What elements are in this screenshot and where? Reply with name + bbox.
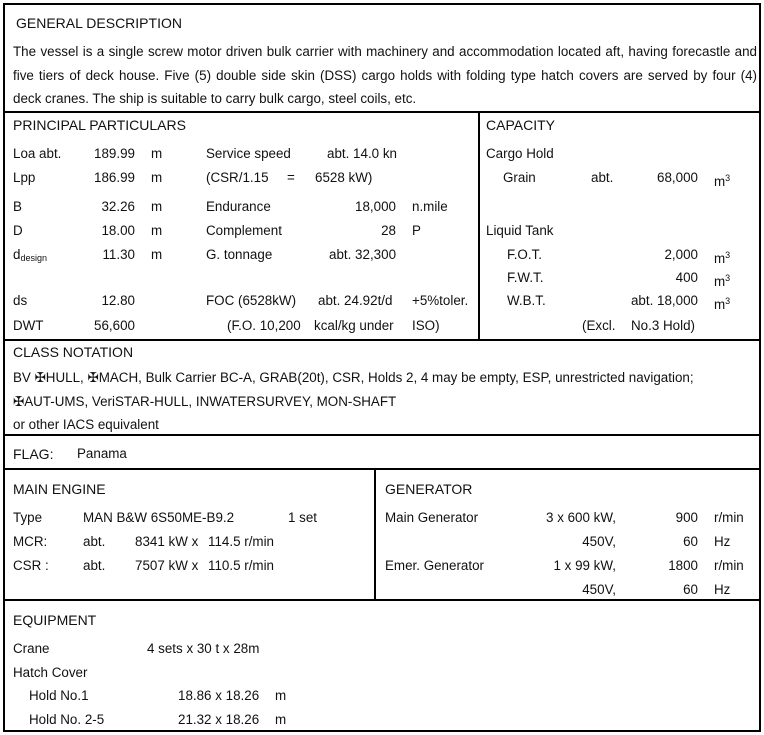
principal-heading: PRINCIPAL PARTICULARS: [13, 117, 186, 133]
main-generator-label: Main Generator: [385, 510, 479, 525]
hold25-label: Hold No. 2-5: [29, 712, 105, 727]
csr-value: 6528 kW): [315, 170, 373, 185]
b-unit: m: [151, 199, 163, 214]
mcr-label: MCR:: [13, 534, 48, 549]
engine-type-label: Type: [13, 510, 43, 525]
divider: [374, 468, 376, 600]
mcr-speed: 114.5 r/min: [208, 534, 274, 549]
emer-generator-spec: 1 x 99 kW,: [553, 558, 616, 573]
fo-label: (F.O. 10,200: [227, 318, 301, 333]
b-value: 32.26: [101, 199, 135, 214]
main-generator-hz-unit: Hz: [714, 534, 731, 549]
main-generator-hz: 60: [683, 534, 698, 549]
capacity-note-hold: No.3 Hold): [631, 318, 696, 333]
class-notation-text: [13, 366, 757, 437]
endurance-label: Endurance: [206, 199, 271, 214]
flag-value: Panama: [77, 446, 127, 461]
class-line-1: BV ✠HULL, ✠MACH, Bulk Carrier BC-A, GRAB(20t), CSR, Holds 2, 4 may be empty, ESP, unrestricted navigation;: [13, 370, 694, 385]
service-speed-value: abt. 14.0 kn: [327, 146, 397, 161]
grain-unit: $m^3$: [714, 173, 731, 189]
fwt-label: F.W.T.: [507, 270, 544, 285]
csr-label: (CSR/1.15: [206, 170, 269, 185]
wbt-label: W.B.T.: [507, 293, 546, 308]
loa-label: Loa abt.: [13, 146, 62, 161]
mcr-abt: abt.: [83, 534, 106, 549]
main-generator-rpm: 900: [675, 510, 698, 525]
fo-tail: ISO): [412, 318, 440, 333]
capacity-heading: CAPACITY: [486, 117, 555, 133]
csr-engine-power: 7507 kW x: [135, 558, 199, 573]
engine-heading: MAIN ENGINE: [13, 481, 106, 497]
lpp-label: Lpp: [13, 170, 36, 185]
foc-value: abt. 24.92t/d: [318, 293, 393, 308]
ds-label: ds: [13, 293, 28, 308]
ddesign-value: 11.30: [102, 247, 135, 262]
service-speed-label: Service speed: [206, 146, 291, 161]
engine-type-value: MAN B&W 6S50ME-B9.2: [83, 510, 235, 525]
generator-heading: GENERATOR: [385, 481, 473, 497]
flag-label: FLAG:: [13, 446, 54, 462]
fwt-unit: $m^3$: [714, 273, 731, 289]
endurance-value: 18,000: [355, 199, 396, 214]
main-generator-rpm-unit: r/min: [714, 510, 744, 525]
d-unit: m: [151, 223, 163, 238]
wbt-value: abt. 18,000: [630, 293, 698, 308]
fot-unit: $m^3$: [714, 250, 731, 266]
fot-value: 2,000: [664, 247, 698, 262]
divider: [3, 339, 761, 341]
equipment-heading: EQUIPMENT: [13, 612, 97, 628]
endurance-unit: n.mile: [412, 199, 448, 214]
csr-engine-label: CSR :: [13, 558, 49, 573]
fo-value: kcal/kg under: [314, 318, 394, 333]
hold25-value: 21.32 x 18.26: [178, 712, 260, 727]
grain-value: 68,000: [657, 170, 698, 185]
divider: [3, 111, 761, 113]
hold25-unit: m: [275, 712, 287, 727]
tonnage-label: G. tonnage: [206, 247, 273, 262]
emer-generator-label: Emer. Generator: [385, 558, 484, 573]
lpp-value: 186.99: [94, 170, 135, 185]
csr-engine-speed: 110.5 r/min: [208, 558, 274, 573]
dwt-value: 56,600: [94, 318, 135, 333]
ddesign-label: $d_{design}$: [13, 247, 47, 263]
engine-qty: 1 set: [288, 510, 318, 525]
fot-label: F.O.T.: [507, 247, 542, 262]
b-label: B: [13, 199, 22, 214]
lpp-unit: m: [151, 170, 163, 185]
loa-unit: m: [151, 146, 163, 161]
emer-generator-hz-unit: Hz: [714, 582, 731, 597]
class-line-2: ✠AUT-UMS, VeriSTAR-HULL, INWATERSURVEY, MON-SHAFT: [13, 393, 397, 409]
class-heading: CLASS NOTATION: [13, 344, 134, 360]
capacity-note-excl: (Excl.: [582, 318, 616, 333]
divider: [478, 111, 480, 340]
ddesign-unit: m: [151, 247, 163, 262]
foc-tolerance: +5%toler.: [412, 293, 469, 308]
complement-value: 28: [381, 223, 396, 238]
csr-eq: =: [287, 170, 295, 185]
ds-value: 12.80: [101, 293, 135, 308]
loa-value: 189.99: [94, 146, 135, 161]
dwt-label: DWT: [13, 318, 44, 333]
crane-value: 4 sets x 30 t x 28m: [147, 641, 260, 656]
emer-generator-hz: 60: [683, 582, 698, 597]
emer-generator-volt: 450V,: [582, 582, 616, 597]
grain-label: Grain: [503, 170, 536, 185]
cargo-hold-label: Cargo Hold: [486, 146, 554, 161]
hold1-value: 18.86 x 18.26: [178, 688, 260, 703]
hold1-unit: m: [275, 688, 287, 703]
general-description: The vessel is a single screw motor driven bulk carrier with machinery and accommodation located aft, having forecastle and five tiers of deck house. Five (5) double side skin (DSS) cargo holds with folding type hatch covers are served by four (4) deck cranes. The ship is suitable to carry bulk cargo, steel coils, etc.: [13, 44, 757, 106]
grain-abt: abt.: [591, 170, 614, 185]
liquid-tank-label: Liquid Tank: [486, 223, 554, 238]
crane-label: Crane: [13, 641, 50, 656]
complement-label: Complement: [206, 223, 282, 238]
mcr-power: 8341 kW x: [135, 534, 199, 549]
tonnage-value: abt. 32,300: [329, 247, 397, 262]
emer-generator-rpm-unit: r/min: [714, 558, 744, 573]
main-generator-spec: 3 x 600 kW,: [546, 510, 616, 525]
class-line-3: or other IACS equivalent: [13, 417, 159, 432]
general-heading: GENERAL DESCRIPTION: [16, 15, 182, 31]
divider: [3, 468, 761, 470]
main-generator-volt: 450V,: [582, 534, 616, 549]
hatch-cover-label: Hatch Cover: [13, 665, 88, 680]
d-value: 18.00: [101, 223, 135, 238]
emer-generator-rpm: 1800: [668, 558, 698, 573]
csr-engine-abt: abt.: [83, 558, 106, 573]
foc-label: FOC (6528kW): [206, 293, 297, 308]
complement-unit: P: [412, 223, 421, 238]
d-label: D: [13, 223, 23, 238]
wbt-unit: $m^3$: [714, 296, 731, 312]
fwt-value: 400: [675, 270, 698, 285]
divider: [3, 599, 761, 601]
hold1-label: Hold No.1: [29, 688, 89, 703]
